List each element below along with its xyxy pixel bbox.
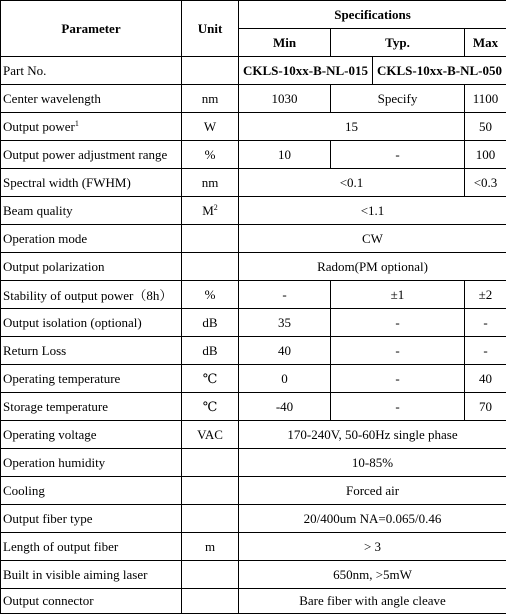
value-cell: 15 [239, 113, 465, 141]
parameter-cell: Return Loss [1, 337, 182, 365]
parameter-cell: Output fiber type [1, 505, 182, 533]
value-cell: CKLS-10xx-B-NL-050 [373, 57, 506, 85]
unit-cell: ℃ [182, 393, 239, 421]
unit-cell: dB [182, 337, 239, 365]
value-cell: - [331, 309, 465, 337]
parameter-cell: Output isolation (optional) [1, 309, 182, 337]
value-cell: 1100 [465, 85, 506, 113]
parameter-cell: Output power adjustment range [1, 141, 182, 169]
value-cell: 10 [239, 141, 331, 169]
table-row [1, 85, 506, 113]
unit-cell [182, 505, 239, 533]
unit-cell [182, 477, 239, 505]
min-header: Min [239, 29, 331, 57]
parameter-cell: Built in visible aiming laser [1, 561, 182, 589]
parameter-cell: Cooling [1, 477, 182, 505]
parameter-cell [1, 113, 182, 141]
value-cell: - [239, 281, 331, 309]
parameter-cell: Operation mode [1, 225, 182, 253]
max-header: Max [465, 29, 506, 57]
table-row [1, 393, 506, 421]
value-cell: - [331, 141, 465, 169]
unit-cell [182, 225, 239, 253]
value-cell: CKLS-10xx-B-NL-015 [239, 57, 373, 85]
value-cell: - [465, 337, 506, 365]
value-cell: Forced air [239, 477, 506, 505]
table-row [1, 225, 506, 253]
table-row [1, 309, 506, 337]
footnote-marker: 1 [75, 119, 79, 128]
unit-cell [182, 561, 239, 589]
value-cell: ±2 [465, 281, 506, 309]
unit-superscript: 2 [214, 203, 218, 212]
parameter-cell: Operation humidity [1, 449, 182, 477]
typ-header: Typ. [331, 29, 465, 57]
parameter-cell: Center wavelength [1, 85, 182, 113]
specifications-header: Specifications [239, 1, 506, 29]
parameter-cell: Part No. [1, 57, 182, 85]
value-cell: 20/400um NA=0.065/0.46 [239, 505, 506, 533]
table-row [1, 477, 506, 505]
parameter-cell: Spectral width (FWHM) [1, 169, 182, 197]
value-cell: 70 [465, 393, 506, 421]
table-row [1, 281, 506, 309]
value-cell: 170-240V, 50-60Hz single phase [239, 421, 506, 449]
table-row [1, 449, 506, 477]
value-cell: CW [239, 225, 506, 253]
parameter-cell: Operating voltage [1, 421, 182, 449]
value-cell: ±1 [331, 281, 465, 309]
unit-cell: nm [182, 85, 239, 113]
value-cell: 650nm, >5mW [239, 561, 506, 589]
parameter-cell: Beam quality [1, 197, 182, 225]
unit-cell: % [182, 281, 239, 309]
unit-cell: m [182, 533, 239, 561]
unit-cell: dB [182, 309, 239, 337]
value-cell: 40 [239, 337, 331, 365]
value-cell: > 3 [239, 533, 506, 561]
parameter-cell: Output connector [1, 589, 182, 614]
value-cell: 35 [239, 309, 331, 337]
unit-cell: VAC [182, 421, 239, 449]
unit-cell [182, 589, 239, 614]
parameter-cell: Storage temperature [1, 393, 182, 421]
table-row [1, 337, 506, 365]
unit-cell [182, 253, 239, 281]
value-cell: - [331, 337, 465, 365]
unit-cell: nm [182, 169, 239, 197]
table-row [1, 589, 506, 614]
unit-header: Unit [182, 1, 239, 57]
parameter-header: Parameter [1, 1, 182, 57]
value-cell: - [331, 393, 465, 421]
table-row [1, 113, 506, 141]
unit-cell [182, 197, 239, 225]
parameter-cell: Stability of output power（8h） [1, 281, 182, 309]
value-cell: -40 [239, 393, 331, 421]
unit-cell: ℃ [182, 365, 239, 393]
unit-label: M [202, 203, 214, 218]
table-row [1, 365, 506, 393]
parameter-cell: Output polarization [1, 253, 182, 281]
table-row [1, 197, 506, 225]
value-cell: Specify [331, 85, 465, 113]
value-cell: - [331, 365, 465, 393]
value-cell: <0.3 [465, 169, 506, 197]
unit-cell [182, 449, 239, 477]
unit-cell: W [182, 113, 239, 141]
value-cell: <1.1 [239, 197, 506, 225]
table-row [1, 253, 506, 281]
parameter-cell: Length of output fiber [1, 533, 182, 561]
value-cell: <0.1 [239, 169, 465, 197]
table-row [1, 505, 506, 533]
value-cell: Radom(PM optional) [239, 253, 506, 281]
header-row-top [1, 1, 506, 29]
table-row [1, 421, 506, 449]
value-cell: - [465, 309, 506, 337]
unit-cell: % [182, 141, 239, 169]
value-cell: 100 [465, 141, 506, 169]
parameter-label: Output power [3, 119, 75, 134]
table-row [1, 57, 506, 85]
table-row [1, 141, 506, 169]
value-cell: 10-85% [239, 449, 506, 477]
value-cell: Bare fiber with angle cleave [239, 589, 506, 614]
table-row [1, 169, 506, 197]
unit-cell [182, 57, 239, 85]
value-cell: 0 [239, 365, 331, 393]
value-cell: 40 [465, 365, 506, 393]
parameter-cell: Operating temperature [1, 365, 182, 393]
table-row [1, 561, 506, 589]
value-cell: 50 [465, 113, 506, 141]
table-row [1, 533, 506, 561]
value-cell: 1030 [239, 85, 331, 113]
